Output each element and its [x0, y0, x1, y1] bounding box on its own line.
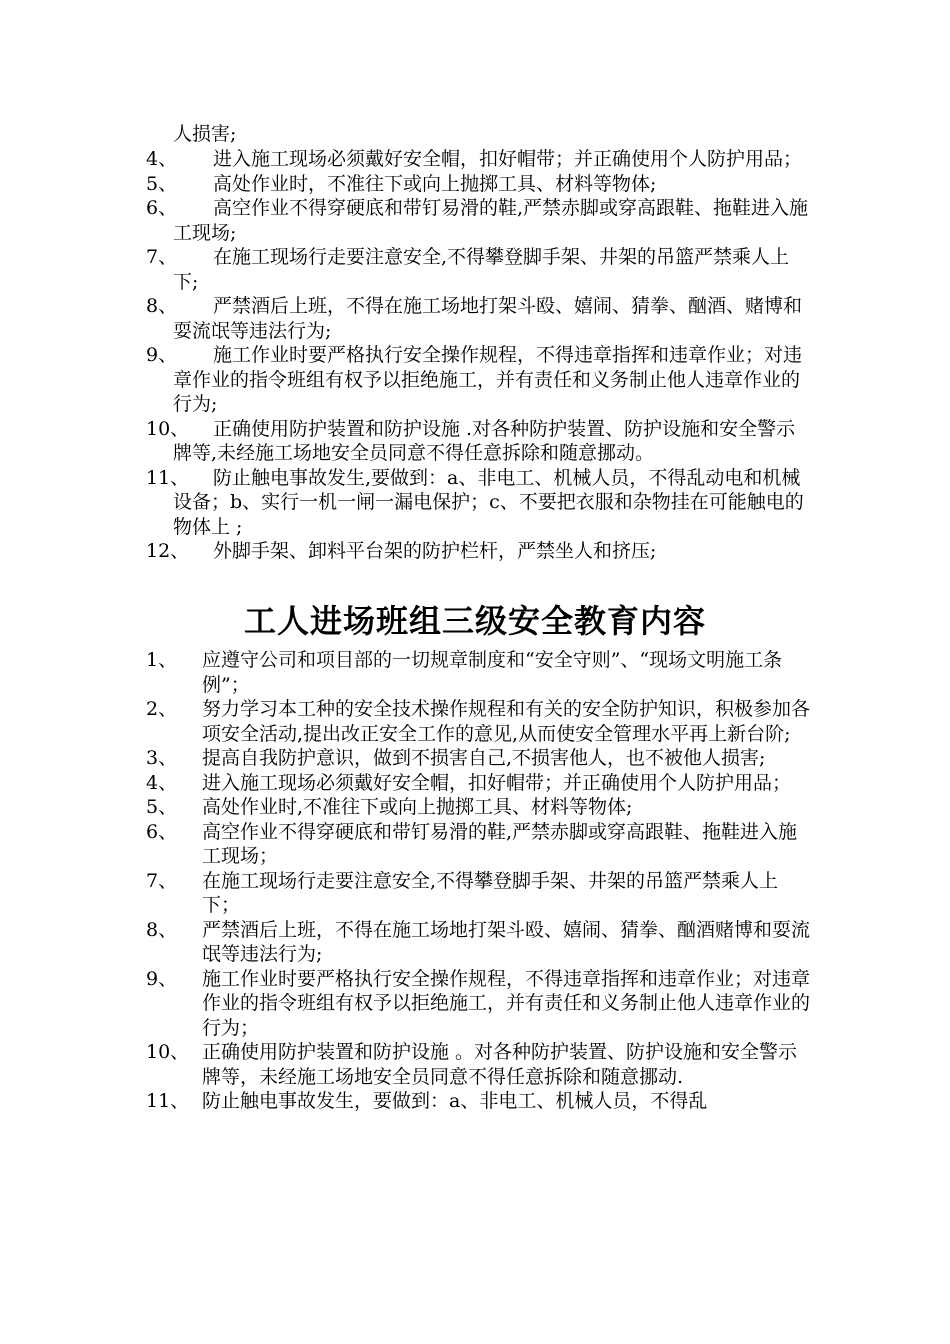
item-number: 7、	[146, 246, 178, 268]
item-number: 4、	[146, 771, 178, 794]
item-text: 正确使用防护装置和防护设施 。对各种防护装置、防护设施和安全警示牌等，未经施工场地安全员同意不得任意拆除和随意挪动.	[202, 1041, 798, 1088]
list-item	[0, 648, 950, 697]
item-text: 外脚手架、卸料平台架的防护栏杆，严禁坐人和挤压;	[213, 540, 657, 562]
item-text: 正确使用防护装置和防护设施 .对各种防护装置、防护设施和安全警示牌等,未经施工场地安全员同意不得任意拆除和随意挪动。	[173, 417, 796, 464]
list-item	[0, 918, 950, 967]
list-item	[0, 245, 950, 294]
list-item	[0, 967, 950, 1041]
item-text: 在施工现场行走要注意安全,不得攀登脚手架、井架的吊篮严禁乘人上下;	[173, 246, 790, 293]
item-number: 11、	[146, 466, 190, 489]
item-text: 防止触电事故发生,要做到：a、非电工、机械人员，不得乱动电和机械设备；b、实行一机一闸一漏电保护；c、不要把衣服和杂物挂在可能触电的物体上 ;	[173, 466, 804, 538]
item-text: 提高自我防护意识，做到不损害自己,不损害他人，也不被他人损害;	[202, 747, 766, 769]
item-text: 努力学习本工种的安全技术操作规程和有关的安全防护知识，积极参加各项安全活动,提出改正安全工作的意见,从而使安全管理水平再上新台阶;	[202, 698, 811, 745]
list-item	[0, 294, 950, 343]
item-number: 8、	[146, 918, 178, 941]
item-text: 严禁酒后上班，不得在施工场地打架斗殴、嬉闹、猜拳、酗酒赌博和耍流氓等违法行为;	[202, 918, 811, 965]
item-number: 5、	[146, 172, 178, 195]
item-text: 在施工现场行走要注意安全,不得攀登脚手架、井架的吊篮严禁乘人上下；	[202, 869, 779, 916]
safety-rules-list-1	[0, 147, 950, 564]
safety-rules-list-2	[0, 648, 950, 1114]
list-item	[0, 343, 950, 417]
list-item	[0, 172, 950, 197]
section-title: 工人进场班组三级安全教育内容	[243, 602, 706, 640]
list-item	[0, 147, 950, 172]
item-number: 9、	[146, 967, 178, 990]
list-item	[0, 795, 950, 820]
item-number: 11、	[146, 1090, 190, 1112]
item-text: 防止触电事故发生，要做到：a、非电工、机械人员，不得乱	[202, 1090, 708, 1112]
item-number: 5、	[146, 796, 178, 818]
item-number: 10、	[146, 417, 190, 440]
item-number: 7、	[146, 869, 178, 892]
item-text: 进入施工现场必须戴好安全帽，扣好帽带；并正确使用个人防护用品；	[213, 148, 803, 170]
list-item	[0, 869, 950, 918]
item-text: 施工作业时要严格执行安全操作规程，不得违章指挥和违章作业；对违章作业的指令班组有权予以拒绝施工，并有责任和义务制止他人违章作业的行为;	[173, 344, 803, 415]
list-item	[0, 1089, 950, 1114]
item-number: 6、	[146, 820, 178, 843]
item-number: 1、	[146, 649, 178, 671]
list-item	[0, 697, 950, 746]
list-item	[0, 820, 950, 869]
item-number: 3、	[146, 747, 178, 769]
list-item	[0, 539, 950, 564]
list-item	[0, 417, 950, 466]
list-item	[0, 746, 950, 771]
item-text: 进入施工现场必须戴好安全帽，扣好帽带；并正确使用个人防护用品；	[202, 771, 792, 794]
item-text: 应遵守公司和项目部的一切规章制度和“安全守则”、“现场文明施工条例”；	[202, 649, 783, 696]
item-number: 4、	[146, 148, 178, 170]
item-text: 高处作业时，不准往下或向上抛掷工具、材料等物体;	[213, 172, 657, 195]
continuation-text: 人损害;	[173, 123, 237, 145]
item-text: 高空作业不得穿硬底和带钉易滑的鞋,严禁赤脚或穿高跟鞋、拖鞋进入施工现场;	[173, 197, 809, 244]
item-number: 8、	[146, 295, 178, 317]
item-number: 10、	[146, 1041, 190, 1063]
item-text: 严禁酒后上班，不得在施工场地打架斗殴、嬉闹、猜拳、酗酒、赌博和耍流氓等违法行为;	[173, 295, 803, 342]
item-text: 施工作业时要严格执行安全操作规程，不得违章指挥和违章作业；对违章作业的指令班组有权予以拒绝施工，并有责任和义务制止他人违章作业的行为；	[202, 967, 811, 1039]
list-item	[0, 1040, 950, 1089]
list-item	[0, 771, 950, 796]
item-number: 12、	[146, 540, 190, 562]
item-text: 高处作业时,不准往下或向上抛掷工具、材料等物体;	[202, 796, 633, 818]
item-number: 9、	[146, 344, 178, 366]
list-item	[0, 196, 950, 245]
item-number: 2、	[146, 698, 178, 720]
item-text: 高空作业不得穿硬底和带钉易滑的鞋,严禁赤脚或穿高跟鞋、拖鞋进入施工现场；	[202, 820, 798, 867]
item-number: 6、	[146, 197, 178, 219]
list-item	[0, 466, 950, 540]
